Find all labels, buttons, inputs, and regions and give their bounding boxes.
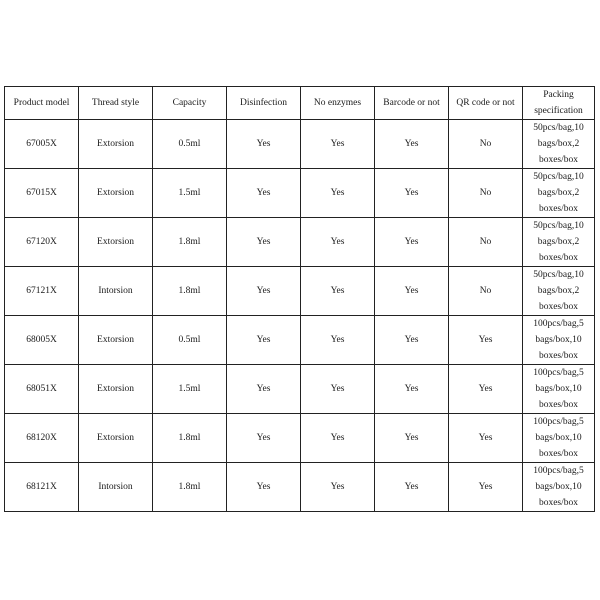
barcode-cell: Yes	[375, 267, 449, 316]
thread-style-cell: Intorsion	[79, 267, 153, 316]
qr-code-header: QR code or not	[449, 87, 523, 120]
no-enzymes-cell: Yes	[301, 316, 375, 365]
product-model-cell: 67015X	[5, 169, 79, 218]
table-row	[5, 365, 595, 414]
table-row	[5, 463, 595, 512]
qr-code-cell: No	[449, 169, 523, 218]
disinfection-cell: Yes	[227, 120, 301, 169]
disinfection-cell: Yes	[227, 365, 301, 414]
packing-text: 100pcs/bag,5 bags/box,10 boxes/box	[533, 417, 584, 459]
product-model-cell: 68121X	[5, 463, 79, 512]
disinfection-cell: Yes	[227, 169, 301, 218]
packing-text: 50pcs/bag,10 bags/box,2 boxes/box	[533, 123, 584, 165]
qr-code-cell: Yes	[449, 316, 523, 365]
thread-style-cell: Extorsion	[79, 414, 153, 463]
thread-style-cell: Extorsion	[79, 365, 153, 414]
packing-text: 50pcs/bag,10 bags/box,2 boxes/box	[533, 172, 584, 214]
packing-text: 100pcs/bag,5 bags/box,10 boxes/box	[533, 368, 584, 410]
packing-specification-cell	[523, 267, 595, 316]
packing-specification-cell	[523, 463, 595, 512]
no-enzymes-cell: Yes	[301, 267, 375, 316]
product-model-cell: 67120X	[5, 218, 79, 267]
product-model-cell: 68120X	[5, 414, 79, 463]
barcode-cell: Yes	[375, 218, 449, 267]
packing-text: 100pcs/bag,5 bags/box,10 boxes/box	[533, 466, 584, 508]
capacity-cell: 0.5ml	[153, 120, 227, 169]
product-model-cell: 68005X	[5, 316, 79, 365]
capacity-cell: 1.8ml	[153, 463, 227, 512]
no-enzymes-cell: Yes	[301, 463, 375, 512]
table-row	[5, 316, 595, 365]
barcode-cell: Yes	[375, 365, 449, 414]
no-enzymes-header: No enzymes	[301, 87, 375, 120]
table-row	[5, 218, 595, 267]
barcode-cell: Yes	[375, 463, 449, 512]
capacity-cell: 1.8ml	[153, 218, 227, 267]
capacity-cell: 1.8ml	[153, 267, 227, 316]
no-enzymes-cell: Yes	[301, 218, 375, 267]
no-enzymes-cell: Yes	[301, 365, 375, 414]
packing-specification-cell	[523, 316, 595, 365]
disinfection-cell: Yes	[227, 218, 301, 267]
table-row	[5, 267, 595, 316]
no-enzymes-cell: Yes	[301, 120, 375, 169]
capacity-cell: 1.8ml	[153, 414, 227, 463]
packing-specification-header: Packing specification	[523, 87, 595, 120]
disinfection-cell: Yes	[227, 414, 301, 463]
capacity-cell: 1.5ml	[153, 169, 227, 218]
disinfection-cell: Yes	[227, 316, 301, 365]
qr-code-cell: Yes	[449, 414, 523, 463]
qr-code-cell: Yes	[449, 365, 523, 414]
disinfection-cell: Yes	[227, 463, 301, 512]
qr-code-cell: Yes	[449, 463, 523, 512]
packing-text: 50pcs/bag,10 bags/box,2 boxes/box	[533, 270, 584, 312]
thread-style-cell: Extorsion	[79, 218, 153, 267]
packing-text: 100pcs/bag,5 bags/box,10 boxes/box	[533, 319, 584, 361]
qr-code-cell: No	[449, 267, 523, 316]
capacity-cell: 1.5ml	[153, 365, 227, 414]
product-model-cell: 67121X	[5, 267, 79, 316]
table-row	[5, 120, 595, 169]
qr-code-cell: No	[449, 120, 523, 169]
disinfection-cell: Yes	[227, 267, 301, 316]
no-enzymes-cell: Yes	[301, 169, 375, 218]
capacity-header: Capacity	[153, 87, 227, 120]
no-enzymes-cell: Yes	[301, 414, 375, 463]
thread-style-cell: Intorsion	[79, 463, 153, 512]
thread-style-cell: Extorsion	[79, 169, 153, 218]
table-row	[5, 169, 595, 218]
product-spec-table	[4, 86, 595, 512]
capacity-cell: 0.5ml	[153, 316, 227, 365]
disinfection-header: Disinfection	[227, 87, 301, 120]
table-body	[5, 120, 595, 512]
product-model-cell: 68051X	[5, 365, 79, 414]
barcode-header: Barcode or not	[375, 87, 449, 120]
table-row	[5, 414, 595, 463]
qr-code-cell: No	[449, 218, 523, 267]
product-model-header: Product model	[5, 87, 79, 120]
barcode-cell: Yes	[375, 316, 449, 365]
packing-specification-cell	[523, 120, 595, 169]
packing-text: 50pcs/bag,10 bags/box,2 boxes/box	[533, 221, 584, 263]
thread-style-cell: Extorsion	[79, 316, 153, 365]
barcode-cell: Yes	[375, 120, 449, 169]
thread-style-header: Thread style	[79, 87, 153, 120]
packing-specification-cell	[523, 414, 595, 463]
table-header-row	[5, 87, 595, 120]
packing-specification-cell	[523, 218, 595, 267]
thread-style-cell: Extorsion	[79, 120, 153, 169]
packing-specification-cell	[523, 365, 595, 414]
barcode-cell: Yes	[375, 414, 449, 463]
packing-specification-cell	[523, 169, 595, 218]
product-model-cell: 67005X	[5, 120, 79, 169]
barcode-cell: Yes	[375, 169, 449, 218]
